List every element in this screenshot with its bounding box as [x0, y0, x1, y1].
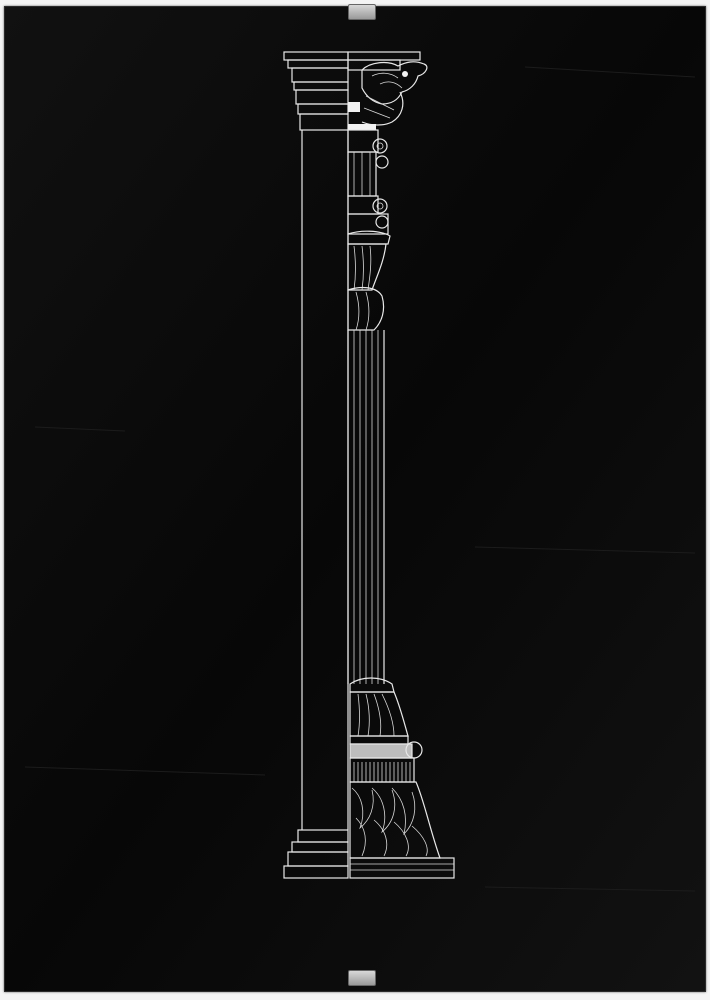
column-plain-half	[284, 52, 348, 878]
lotus-base	[350, 782, 454, 878]
column-ornamented-half	[348, 52, 454, 878]
fringe-band	[350, 758, 414, 782]
bull-head-capital	[362, 62, 427, 125]
volute-stack	[348, 130, 390, 244]
lower-bell	[350, 678, 422, 758]
fluted-shaft	[348, 330, 384, 684]
upper-leaf-collar	[348, 244, 386, 330]
